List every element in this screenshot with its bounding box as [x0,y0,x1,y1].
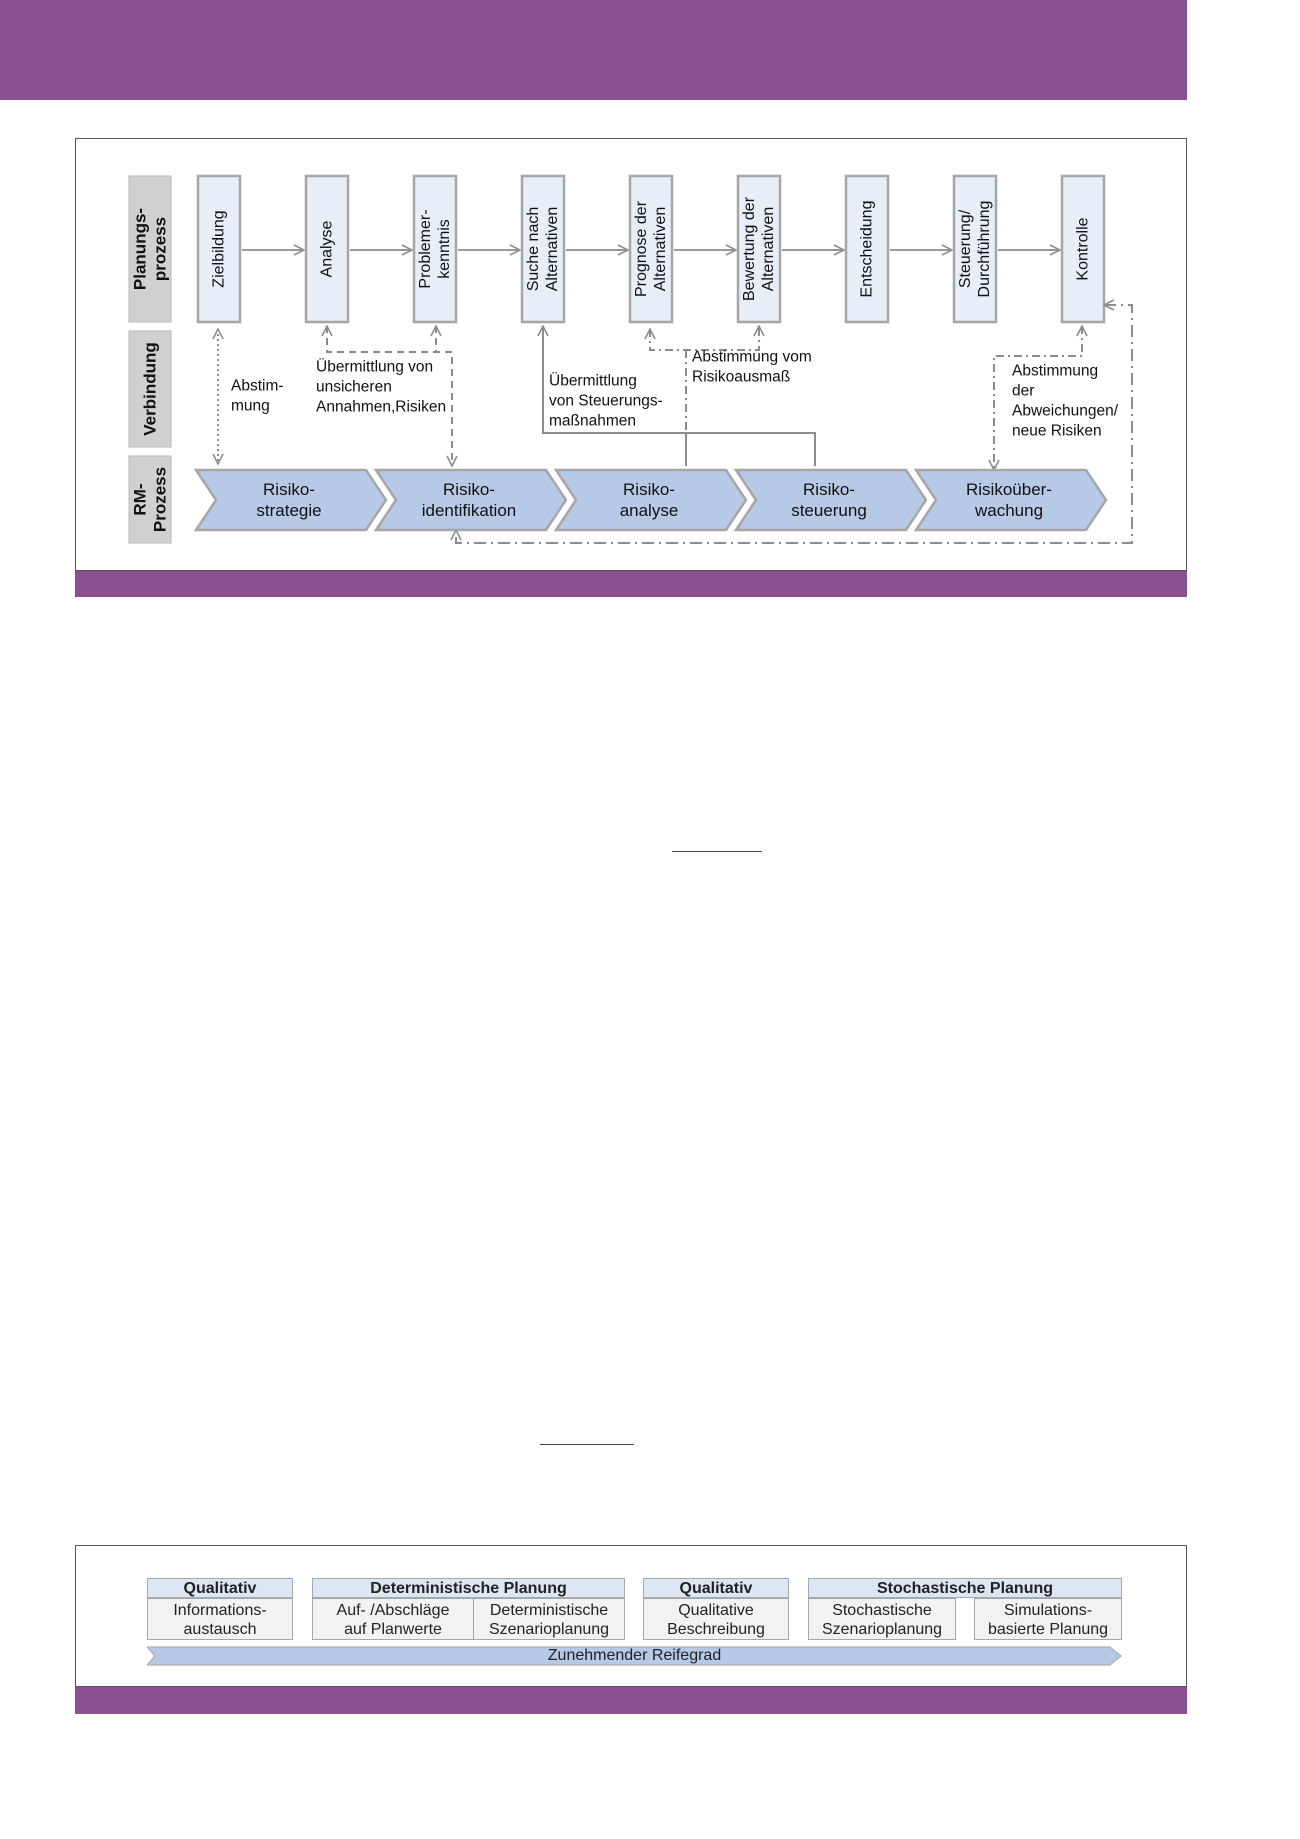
connection-label-text: maßnahmen [549,412,637,430]
planning-step [198,176,240,322]
rm-step-label: Risiko- [623,480,675,499]
row-label-planungsprozess [129,176,171,322]
planning-step [846,176,888,322]
row-label-text: Verbindung [140,342,160,436]
row-label-text: Prozess [150,466,170,533]
connection-label [1012,363,1119,440]
method-cell: Stochastische Szenarioplanung [808,1598,956,1640]
planning-step-label: Alternativen [544,206,561,292]
planning-step [738,176,780,322]
connector-risikoausmass [650,326,759,350]
connection-label-text: von Steuerungs- [549,392,663,410]
planning-step [522,176,564,322]
method-cell: Auf- /Abschläge auf Planwerte [312,1598,474,1640]
connection-label-text: unsicheren [316,378,392,396]
planning-step-label: Alternativen [652,206,669,292]
connection-label-text: mung [231,397,270,415]
rm-step-label: Risikoüber- [966,480,1052,499]
rm-step [916,470,1106,530]
connector-abweichungen [994,326,1082,470]
planning-step [414,176,456,322]
row-label-verbindung [129,331,171,447]
rm-step [196,470,386,530]
row-label-text: prozess [150,216,170,282]
connection-label-text: Übermittlung von [316,358,434,376]
planning-step-label: Entscheidung [858,200,876,298]
planning-step [1062,176,1104,322]
planning-step [954,176,996,322]
method-cell: Qualitative Beschreibung [643,1598,789,1640]
method-cell: Simulations- basierte Planung [974,1598,1122,1640]
connection-label-text: der [1012,382,1035,400]
rm-step-label: Risiko- [263,480,315,499]
rm-step-label: analyse [619,501,679,520]
connection-label [316,358,446,416]
divider-line [540,1444,634,1445]
maturity-scale [147,1578,1122,1668]
planning-step-label: Kontrolle [1074,217,1092,281]
maturity-arrow-label: Zunehmender Reifegrad [547,1647,722,1664]
rm-step-label: identifikation [421,501,517,520]
figure-2-bar [75,1687,1187,1714]
divider-line [672,851,762,852]
planning-step-label: Suche nach [525,206,542,292]
planning-step-label: Durchführung [976,200,993,298]
group-header: Stochastische Planung [808,1578,1122,1598]
row-label-rm-prozess [129,456,171,543]
rm-step [556,470,746,530]
planning-step [306,176,348,322]
rm-step [736,470,926,530]
connection-label-text: Übermittlung [549,372,637,390]
planning-step-label: Zielbildung [210,210,228,288]
connection-label-text: Abweichungen/ [1012,402,1118,420]
connector-annahmen [327,326,452,466]
planning-step-label: Analyse [318,220,336,278]
connection-label [549,372,663,430]
method-cell: Deterministische Szenarioplanung [473,1598,625,1640]
planning-step-label: Bewertung der [741,196,758,302]
connection-label [692,349,812,386]
group-header: Qualitativ [643,1578,789,1598]
planning-step-label: Steuerung/ [957,209,974,289]
rm-step-label: Risiko- [803,480,855,499]
connection-label-text: Annahmen,Risiken [316,398,447,416]
connection-label-text: Abstimmung vom [692,348,812,366]
rm-step-label: Risiko- [443,480,495,499]
row-label-text: Planungs- [130,207,150,291]
method-cell: Informations- austausch [147,1598,293,1640]
rm-step [376,470,566,530]
connection-label-text: Risikoausmaß [692,368,791,386]
connection-label-text: Abstimmung [1012,362,1099,380]
rm-step-label: wachung [974,501,1044,520]
rm-step-label: steuerung [791,501,867,520]
rm-step-label: strategie [256,501,322,520]
connection-label-text: neue Risiken [1012,422,1102,440]
connection-label [231,378,284,415]
planning-step-label: Problemer- [417,209,434,289]
planning-step-label: Alternativen [760,206,777,292]
group-header: Deterministische Planung [312,1578,625,1598]
connection-label-text: Abstim- [231,377,284,395]
process-diagram [0,0,1300,600]
planning-step [630,176,672,322]
planning-step-label: kenntnis [436,219,453,279]
planning-step-label: Prognose der [633,200,650,298]
row-label-text: RM- [130,483,150,516]
group-header: Qualitativ [147,1578,293,1598]
